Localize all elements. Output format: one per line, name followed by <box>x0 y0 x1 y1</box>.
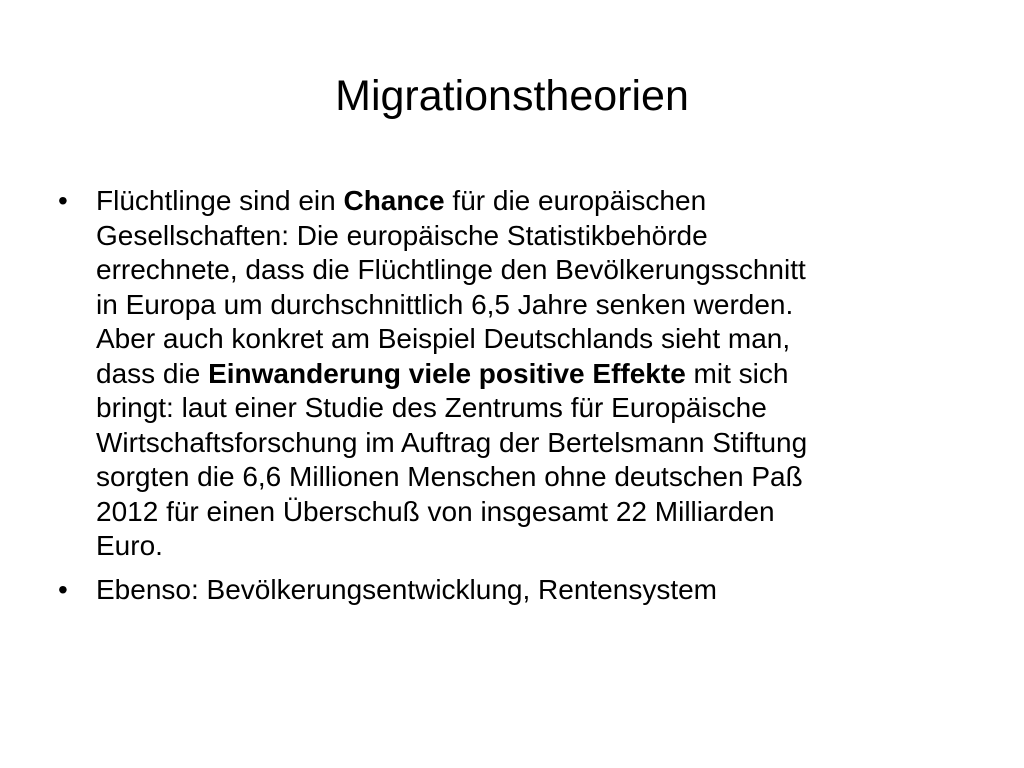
bullet-marker: • <box>58 573 68 605</box>
text-run: in Europa um durchschnittlich 6,5 Jahre senken werden. <box>96 288 794 320</box>
text-run: Euro. <box>96 530 163 561</box>
bullet-text-line <box>96 219 978 254</box>
text-run: bringt: laut einer Studie des Zentrums für Europäische <box>96 392 767 423</box>
slide-title: Migrationstheorien <box>335 72 689 120</box>
text-run: sorgten die 6,6 Millionen Menschen ohne deutschen Paß <box>96 461 803 492</box>
text-run: Gesellschaften: Die europäische Statistikbehörde <box>96 219 708 251</box>
bullet-item <box>58 184 978 564</box>
bullet-text-line <box>96 573 978 608</box>
bullet-text-line <box>96 357 978 392</box>
bullet-text-line <box>96 288 978 323</box>
bullet-marker: • <box>58 185 68 216</box>
text-run: Flüchtlinge sind ein <box>96 185 344 216</box>
text-run: mit sich <box>685 357 789 389</box>
text-run: dass die <box>96 357 209 389</box>
text-run: Wirtschaftsforschung im Auftrag der Bertelsmann Stiftung <box>96 426 808 458</box>
bullet-text-line <box>96 460 978 495</box>
text-run: 2012 für einen Überschuß von insgesamt 22 Milliarden <box>96 495 775 527</box>
bullet-text-line <box>96 529 978 564</box>
emphasized-text: Einwanderung viele positive Effekte <box>208 357 686 389</box>
bullet-text-line <box>96 391 978 426</box>
bullet-item <box>58 573 978 608</box>
text-run: für die europäischen <box>444 185 707 216</box>
text-run: Aber auch konkret am Beispiel Deutschlands sieht man, <box>96 323 791 354</box>
bullet-text-line <box>96 322 978 357</box>
bullet-text-line <box>96 253 978 288</box>
bullet-text-line <box>96 184 978 219</box>
text-run: Ebenso: Bevölkerungsentwicklung, Rentensystem <box>96 573 718 605</box>
bullet-text-line <box>96 495 978 530</box>
bullet-text-line <box>96 426 978 461</box>
emphasized-text: Chance <box>343 185 445 216</box>
text-run: errechnete, dass die Flüchtlinge den Bevölkerungsschnitt <box>96 254 806 285</box>
bullet-list <box>58 184 978 607</box>
